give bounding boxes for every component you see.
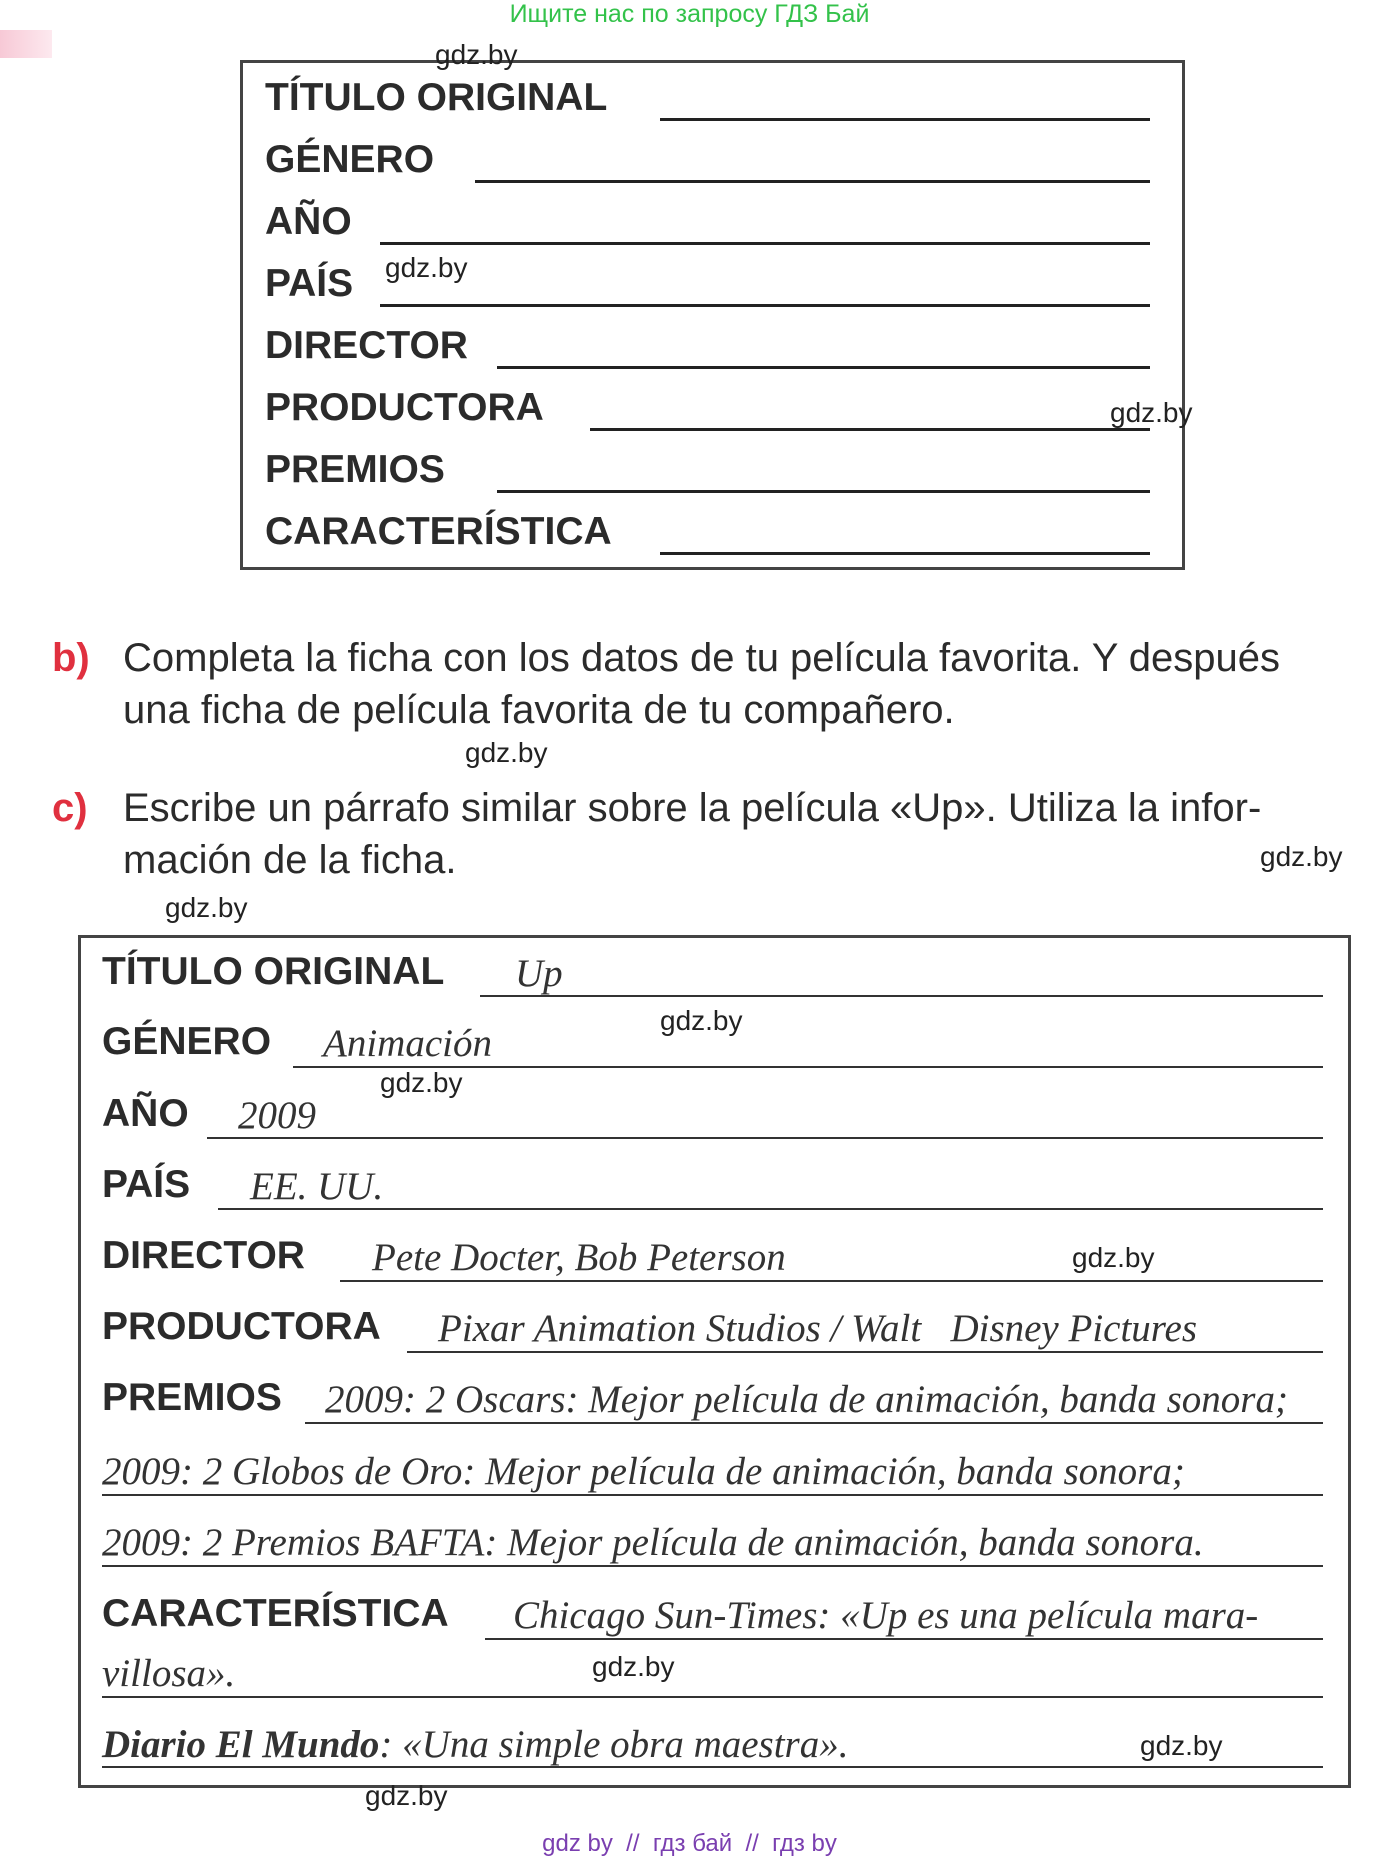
up-line-premios-3 — [102, 1565, 1323, 1567]
up-value-pais: EE. UU. — [250, 1165, 384, 1208]
up-line-mundo — [102, 1766, 1323, 1768]
up-label-pais: PAÍS — [102, 1163, 191, 1206]
blank-label-director: DIRECTOR — [265, 324, 468, 367]
up-label-genero: GÉNERO — [102, 1020, 272, 1063]
up-line-caracteristica — [485, 1638, 1323, 1640]
task-b-text-line2: una ficha de película favorita de tu compañero. — [123, 688, 955, 732]
up-label-premios: PREMIOS — [102, 1376, 282, 1419]
up-value-titulo: Up — [515, 952, 563, 995]
up-value-premios-line1: 2009: 2 Oscars: Mejor película de animación, banda sonora; — [325, 1378, 1288, 1421]
up-line-titulo — [480, 995, 1323, 997]
up-value-caracteristica-line1: Chicago Sun-Times: «Up es una película mara- — [513, 1594, 1259, 1637]
watermark: gdz.by — [1260, 841, 1343, 872]
task-b-letter: b) — [52, 636, 90, 680]
blank-label-titulo: TÍTULO ORIGINAL — [265, 76, 608, 119]
up-value-genero: Animación — [323, 1022, 492, 1065]
top-banner: Ищите нас по запросу ГДЗ Бай — [509, 0, 870, 28]
task-c-letter: c) — [52, 786, 88, 830]
footer-links: gdz by // гдз бай // гдз by — [542, 1830, 837, 1857]
blank-label-ano: AÑO — [265, 200, 352, 243]
blank-label-genero: GÉNERO — [265, 138, 435, 181]
up-value-premios-line2: 2009: 2 Globos de Oro: Mejor película de animación, banda sonora; — [102, 1450, 1185, 1493]
blank-line-ano — [380, 242, 1150, 245]
mundo-quote: : «Una simple obra maestra». — [379, 1723, 849, 1766]
blank-line-caracteristica — [660, 552, 1150, 555]
up-line-premios-2 — [102, 1494, 1323, 1496]
blank-label-productora: PRODUCTORA — [265, 386, 544, 429]
task-b-text-line1: Completa la ficha con los datos de tu película favorita. Y después — [123, 636, 1281, 680]
mundo-source: Diario El Mundo — [102, 1723, 380, 1766]
up-line-caracteristica-2 — [102, 1696, 1323, 1698]
up-label-director: DIRECTOR — [102, 1234, 305, 1277]
blank-line-premios — [497, 490, 1150, 493]
watermark: gdz.by — [385, 252, 468, 283]
up-label-productora: PRODUCTORA — [102, 1305, 381, 1348]
up-line-productora — [407, 1351, 1323, 1353]
up-value-premios-line3: 2009: 2 Premios BAFTA: Mejor película de animación, banda sonora. — [102, 1521, 1204, 1564]
up-line-director — [340, 1280, 1323, 1282]
watermark: gdz.by — [380, 1067, 463, 1098]
watermark: gdz.by — [660, 1005, 743, 1036]
pink-corner-mark — [0, 30, 52, 58]
blank-label-pais: PAÍS — [265, 262, 354, 305]
watermark: gdz.by — [365, 1780, 448, 1811]
blank-label-caracteristica: CARACTERÍSTICA — [265, 510, 612, 553]
blank-film-card — [240, 60, 1185, 570]
watermark: gdz.by — [435, 39, 518, 70]
up-label-titulo: TÍTULO ORIGINAL — [102, 950, 445, 993]
task-c-text-line2: mación de la ficha. — [123, 838, 457, 882]
blank-label-premios: PREMIOS — [265, 448, 445, 491]
blank-line-genero — [475, 180, 1150, 183]
up-label-caracteristica: CARACTERÍSTICA — [102, 1592, 449, 1635]
watermark: gdz.by — [592, 1651, 675, 1682]
blank-line-titulo — [660, 118, 1150, 121]
task-c-text-line1: Escribe un párrafo similar sobre la película «Up». Utiliza la infor- — [123, 786, 1262, 830]
up-value-caracteristica-line2: villosa». — [102, 1652, 236, 1695]
up-value-director: Pete Docter, Bob Peterson — [372, 1236, 786, 1279]
blank-line-pais — [380, 304, 1150, 307]
watermark: gdz.by — [165, 892, 248, 923]
watermark: gdz.by — [1110, 397, 1193, 428]
up-value-ano: 2009 — [238, 1094, 316, 1137]
up-value-productora: Pixar Animation Studios / Walt Disney Pictures — [438, 1307, 1198, 1350]
watermark: gdz.by — [1072, 1242, 1155, 1273]
blank-line-director — [497, 366, 1150, 369]
up-label-ano: AÑO — [102, 1092, 189, 1135]
watermark: gdz.by — [1140, 1730, 1223, 1761]
up-line-premios — [305, 1422, 1323, 1424]
up-line-ano — [207, 1137, 1323, 1139]
up-line-pais — [218, 1208, 1323, 1210]
up-value-mundo — [102, 1723, 849, 1767]
watermark: gdz.by — [465, 737, 548, 768]
blank-line-productora — [590, 428, 1150, 431]
